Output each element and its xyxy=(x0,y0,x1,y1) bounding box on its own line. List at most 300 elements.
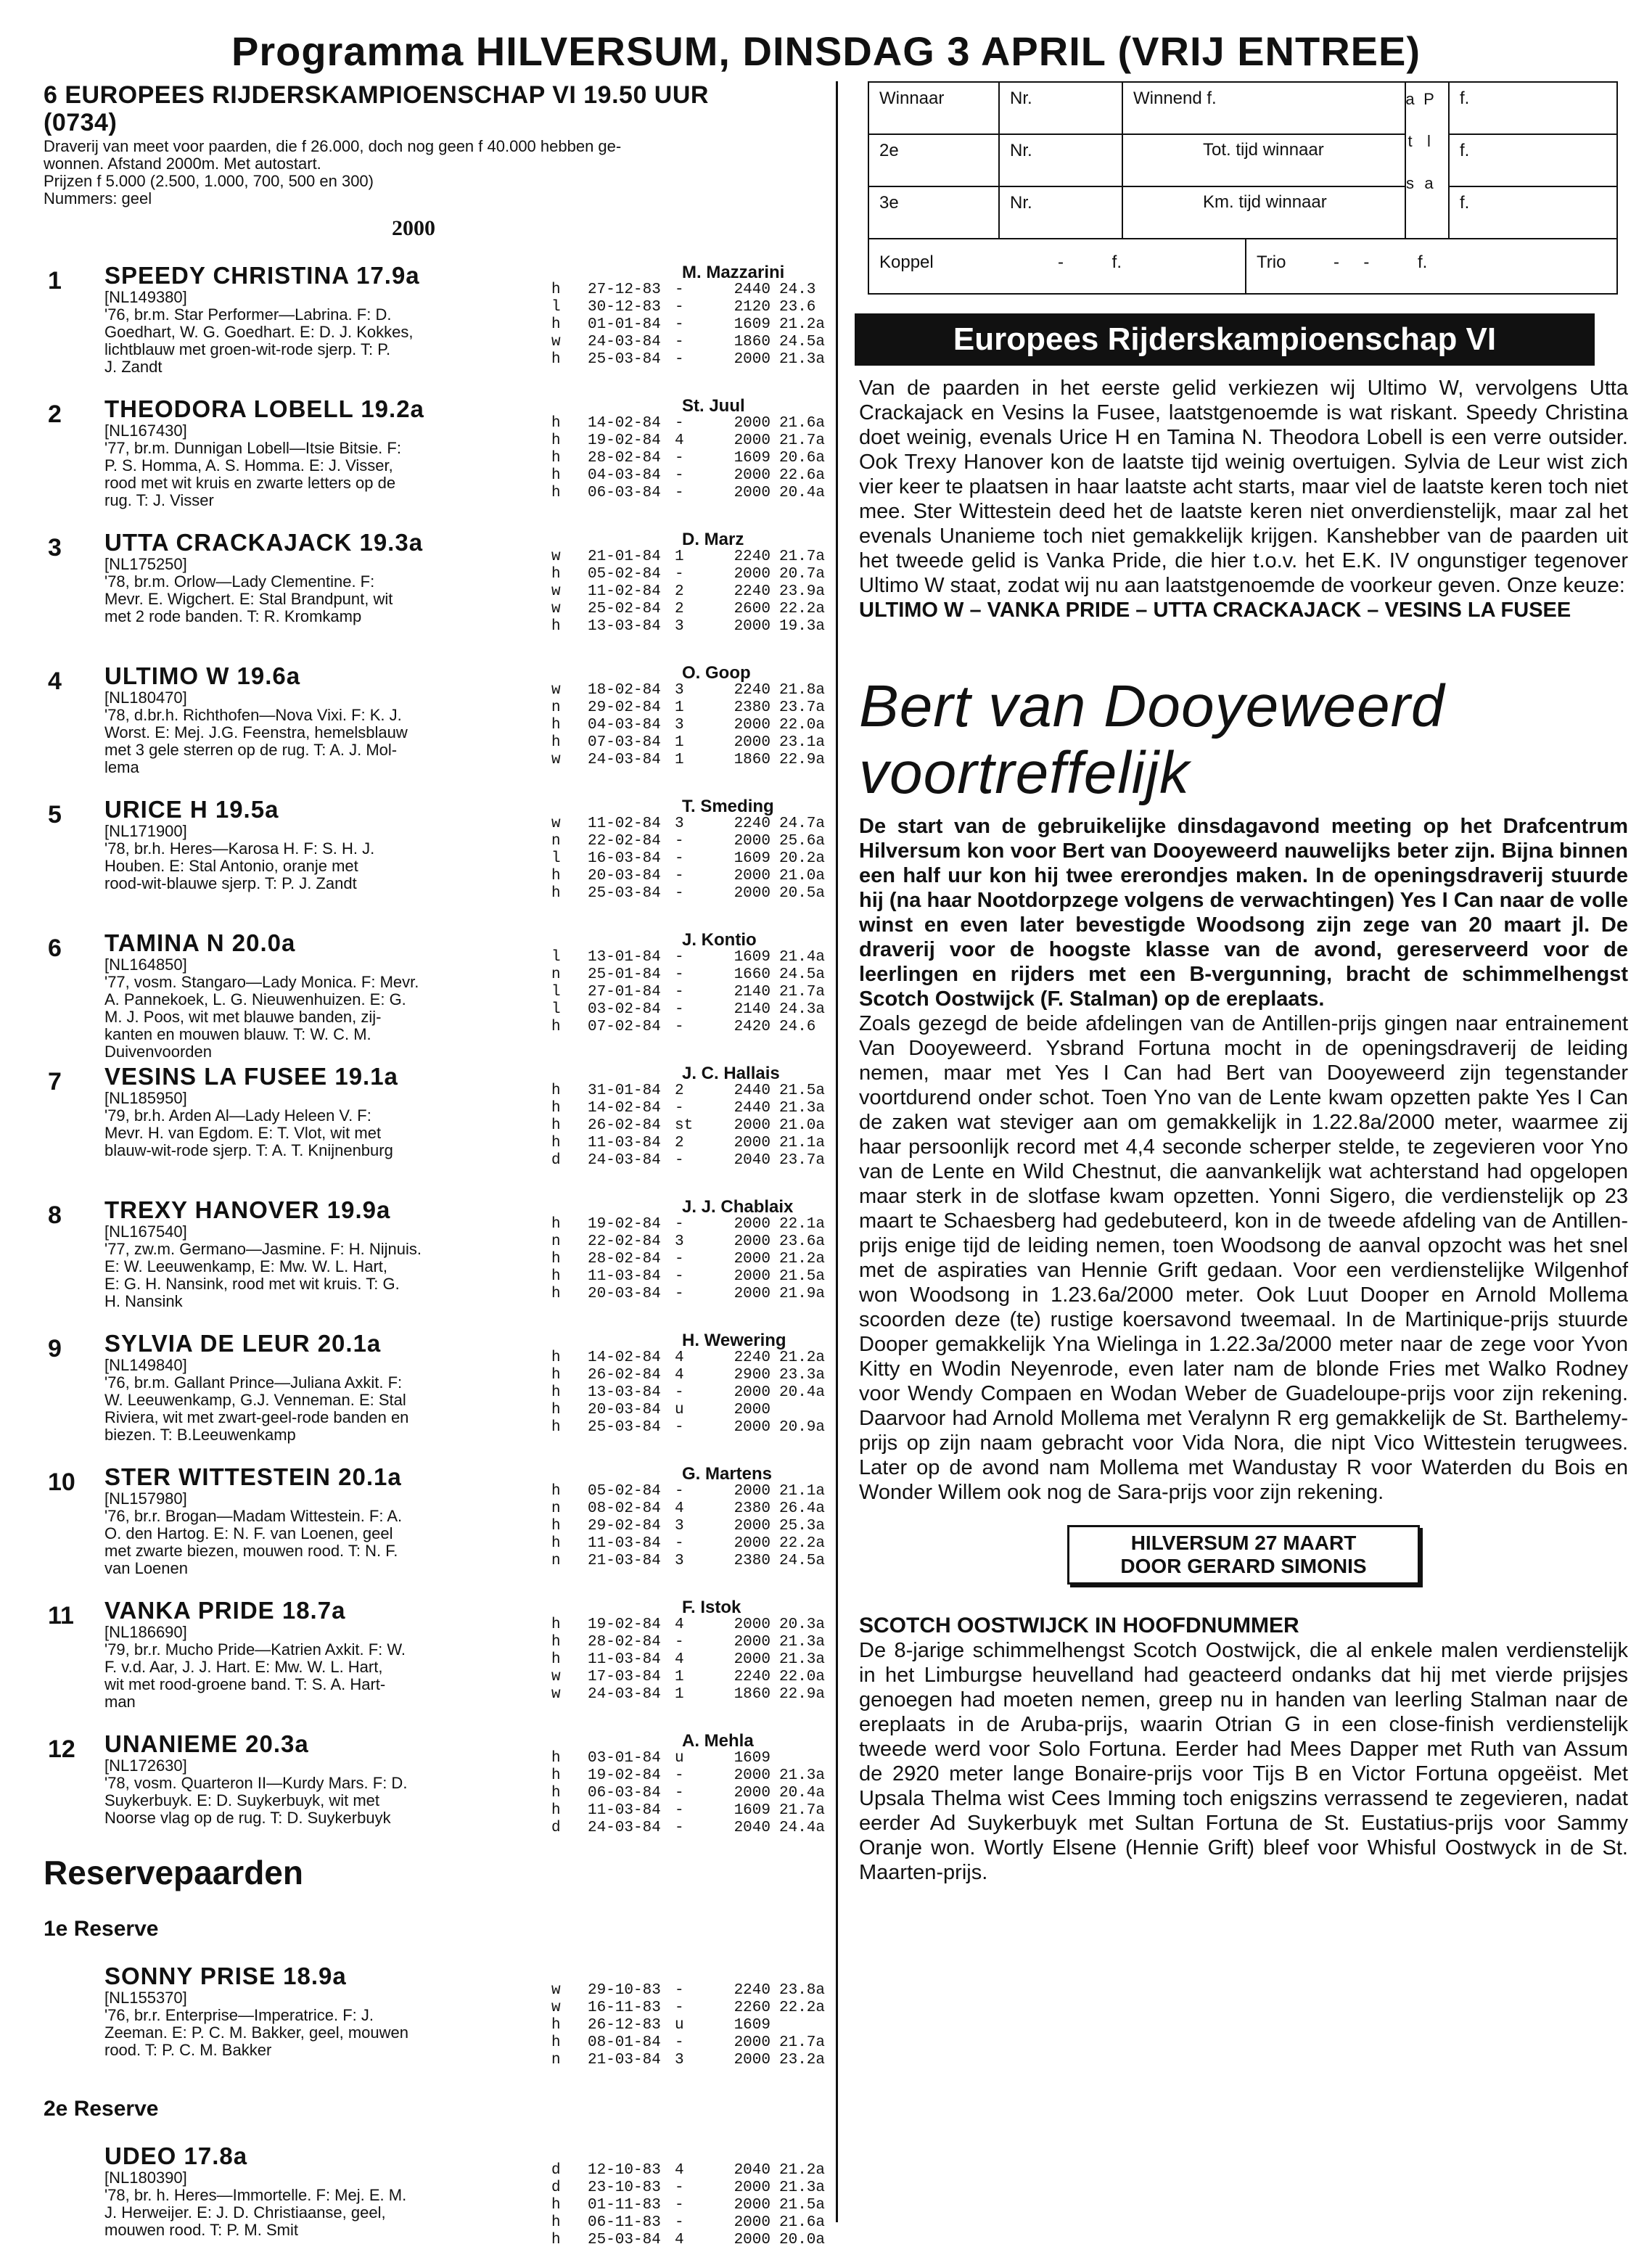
entry xyxy=(44,1963,827,2072)
description-line: Houben. E: Stal Antonio, oranje met xyxy=(104,857,358,875)
form-row xyxy=(551,2232,845,2249)
description-line: Noorse vlag op de rug. T: D. Suykerbuyk xyxy=(104,1809,391,1827)
description-line: '79, br.r. Mucho Pride—Katrien Axkit. F: W. xyxy=(104,1640,406,1659)
form-place: - xyxy=(675,450,684,467)
form-track: h xyxy=(551,1349,561,1366)
form-time: 21.5a xyxy=(779,1268,826,1285)
form-time: 21.3a xyxy=(779,1634,826,1651)
form-track: h xyxy=(551,1785,561,1801)
form-row xyxy=(551,351,845,369)
form-time: 21.5a xyxy=(779,2197,826,2214)
horse-name: TAMINA N 20.0a xyxy=(104,929,296,956)
form-distance: 2000 xyxy=(733,485,770,501)
form-time: 22.2a xyxy=(779,1535,826,1552)
form-time: 23.9a xyxy=(779,583,826,600)
horse-name: ULTIMO W 19.6a xyxy=(104,662,301,689)
form-table xyxy=(551,1982,845,2069)
form-track: h xyxy=(551,885,561,902)
form-date: 25-03-84 xyxy=(588,1419,661,1436)
form-place: 3 xyxy=(675,1233,684,1250)
form-date: 29-02-84 xyxy=(588,1518,661,1534)
form-date: 24-03-84 xyxy=(588,1686,661,1703)
form-distance: 2000 xyxy=(733,1518,770,1534)
form-track: h xyxy=(551,1384,561,1401)
form-date: 21-01-84 xyxy=(588,548,661,565)
form-date: 13-03-84 xyxy=(588,1384,661,1401)
description-line: van Loenen xyxy=(104,1559,188,1577)
form-date: 19-02-84 xyxy=(588,1616,661,1633)
form-date: 20-03-84 xyxy=(588,1286,661,1302)
form-place: 4 xyxy=(675,1349,684,1366)
nr-label: Nr. xyxy=(1000,187,1123,239)
form-row xyxy=(551,885,845,903)
plaats-label: P l a a t s xyxy=(1406,83,1450,239)
description-line: J. Herweijer. E: J. D. Christiaanse, geel, xyxy=(104,2203,386,2222)
form-date: 06-11-83 xyxy=(588,2214,661,2231)
form-track: d xyxy=(551,1820,561,1836)
form-time: 23.7a xyxy=(779,1152,826,1169)
horse-description xyxy=(104,1374,540,1444)
horse-name: VESINS LA FUSEE 19.1a xyxy=(104,1063,398,1090)
form-row xyxy=(551,282,845,299)
description-line: '78, d.br.h. Richthofen—Nova Vixi. F: K. J. xyxy=(104,706,402,724)
form-track: h xyxy=(551,717,561,733)
description-line: rood met wit kruis en zwarte letters op de xyxy=(104,474,396,492)
form-distance: 1609 xyxy=(733,850,770,867)
form-track: h xyxy=(551,450,561,467)
form-time: 20.9a xyxy=(779,1419,826,1436)
form-time: 25.3a xyxy=(779,1518,826,1534)
form-track: h xyxy=(551,1750,561,1767)
form-row xyxy=(551,316,845,334)
form-place: - xyxy=(675,1767,684,1784)
form-place: - xyxy=(675,1268,684,1285)
form-date: 14-02-84 xyxy=(588,415,661,432)
form-row xyxy=(551,850,845,868)
form-distance: 2000 xyxy=(733,2197,770,2214)
form-row xyxy=(551,1535,845,1553)
form-place: 3 xyxy=(675,1553,684,1569)
form-date: 30-12-83 xyxy=(588,299,661,316)
form-track: h xyxy=(551,734,561,751)
form-date: 06-03-84 xyxy=(588,1785,661,1801)
horse-registration: [NL149380] xyxy=(104,288,187,306)
form-row xyxy=(551,1982,845,2000)
form-time: 21.2a xyxy=(779,316,826,333)
description-line: Mevr. H. van Egdom. E: T. Vlot, wit met xyxy=(104,1124,382,1142)
form-track: w xyxy=(551,752,561,768)
form-track: h xyxy=(551,1251,561,1267)
form-time: 22.2a xyxy=(779,601,826,617)
form-distance: 1609 xyxy=(733,949,770,966)
description-line: Worst. E: Mej. J.G. Feenstra, hemelsblauw xyxy=(104,723,408,741)
form-date: 21-03-84 xyxy=(588,2052,661,2068)
form-track: h xyxy=(551,1082,561,1099)
form-date: 16-03-84 xyxy=(588,850,661,867)
form-date: 22-02-84 xyxy=(588,833,661,850)
form-distance: 2000 xyxy=(733,1634,770,1651)
form-row xyxy=(551,432,845,450)
description-line: blauw-wit-rode sjerp. T: A. T. Knijnenburg xyxy=(104,1141,393,1159)
form-time: 23.1a xyxy=(779,734,826,751)
form-distance: 2000 xyxy=(733,618,770,635)
plaats-f-1: f. xyxy=(1450,83,1616,135)
form-table xyxy=(551,548,845,636)
form-track: h xyxy=(551,1634,561,1651)
second-label: 2e xyxy=(869,135,1000,187)
horse-description xyxy=(104,707,540,776)
form-date: 01-11-83 xyxy=(588,2197,661,2214)
reserve-label: 2e Reserve xyxy=(44,2097,159,2121)
form-row xyxy=(551,1483,845,1500)
horse-description xyxy=(104,2187,540,2239)
description-line: '78, br.h. Heres—Karosa H. F: S. H. J. xyxy=(104,839,375,858)
form-place: 1 xyxy=(675,548,684,565)
winnaar-label: Winnaar xyxy=(869,83,1000,135)
form-track: h xyxy=(551,1402,561,1418)
horse-registration: [NL167430] xyxy=(104,422,187,440)
form-place: - xyxy=(675,485,684,501)
form-track: w xyxy=(551,583,561,600)
koppel-values: - f. xyxy=(1000,239,1246,293)
byline-place: HILVERSUM 27 MAART xyxy=(1130,1532,1357,1554)
form-track: h xyxy=(551,415,561,432)
form-track: l xyxy=(551,850,561,867)
entry-info xyxy=(104,263,540,376)
form-row xyxy=(551,1634,845,1651)
form-place: - xyxy=(675,282,684,298)
form-date: 17-03-84 xyxy=(588,1669,661,1685)
form-date: 08-01-84 xyxy=(588,2034,661,2051)
horse-name: THEODORA LOBELL 19.2a xyxy=(104,395,424,422)
form-distance: 2000 xyxy=(733,1767,770,1784)
form-date: 25-02-84 xyxy=(588,601,661,617)
form-row xyxy=(551,682,845,699)
form-track: h xyxy=(551,1802,561,1819)
form-track: n xyxy=(551,1500,561,1517)
form-place: - xyxy=(675,949,684,966)
form-track: h xyxy=(551,485,561,501)
form-place: 4 xyxy=(675,1367,684,1384)
form-place: 3 xyxy=(675,682,684,699)
form-date: 28-02-84 xyxy=(588,1251,661,1267)
form-time: 21.8a xyxy=(779,682,826,699)
form-distance: 1860 xyxy=(733,334,770,350)
reserve-title: Reservepaarden xyxy=(44,1854,303,1891)
form-time: 24.3a xyxy=(779,1001,826,1018)
form-track: w xyxy=(551,548,561,565)
form-row xyxy=(551,1268,845,1286)
form-track: d xyxy=(551,1152,561,1169)
form-distance: 2000 xyxy=(733,833,770,850)
form-place: 2 xyxy=(675,1082,684,1099)
form-time: 21.5a xyxy=(779,1082,826,1099)
form-date: 07-02-84 xyxy=(588,1019,661,1035)
description-line: Riviera, wit met zwart-geel-rode banden en xyxy=(104,1408,409,1426)
form-track: n xyxy=(551,699,561,716)
form-track: h xyxy=(551,2197,561,2214)
trio-values: - - f. xyxy=(1333,252,1428,272)
form-distance: 2040 xyxy=(733,1820,770,1836)
form-date: 11-03-84 xyxy=(588,1802,661,1819)
form-track: w xyxy=(551,1669,561,1685)
form-track: h xyxy=(551,1518,561,1534)
preview-picks: ULTIMO W – VANKA PRIDE – UTTA CRACKAJACK – VESINS LA FUSEE xyxy=(859,599,1571,622)
form-place: 4 xyxy=(675,1500,684,1517)
form-track: d xyxy=(551,2162,561,2179)
form-place: 3 xyxy=(675,717,684,733)
form-row xyxy=(551,299,845,316)
form-row xyxy=(551,1152,845,1170)
form-place: - xyxy=(675,1216,684,1233)
form-place: - xyxy=(675,1483,684,1500)
race-heading: 6 EUROPEES RIJDERSKAMPIOENSCHAP VI 19.50 UUR xyxy=(44,81,709,109)
form-time: 22.9a xyxy=(779,752,826,768)
form-table xyxy=(551,949,845,1036)
form-distance: 2440 xyxy=(733,1100,770,1117)
form-place: 3 xyxy=(675,1518,684,1534)
driver-name: O. Goop xyxy=(682,663,751,683)
form-distance: 1609 xyxy=(733,1802,770,1819)
horse-description xyxy=(104,2007,540,2059)
form-distance: 1609 xyxy=(733,450,770,467)
form-date: 11-03-84 xyxy=(588,1268,661,1285)
form-time: 24.5a xyxy=(779,1553,826,1569)
reserve-label: 1e Reserve xyxy=(44,1917,159,1941)
entry-number: 10 xyxy=(48,1468,75,1496)
form-time: 21.9a xyxy=(779,1286,826,1302)
form-distance: 2000 xyxy=(733,2034,770,2051)
horse-description xyxy=(104,306,540,376)
form-date: 21-03-84 xyxy=(588,1553,661,1569)
form-row xyxy=(551,2000,845,2017)
form-time: 21.6a xyxy=(779,415,826,432)
race-condition-line: Nummers: geel xyxy=(44,189,152,207)
form-distance: 2000 xyxy=(733,1216,770,1233)
form-date: 26-02-84 xyxy=(588,1367,661,1384)
form-time: 20.3a xyxy=(779,1616,826,1633)
form-place: - xyxy=(675,833,684,850)
form-date: 26-02-84 xyxy=(588,1117,661,1134)
form-date: 25-03-84 xyxy=(588,2232,661,2248)
race-condition-line: wonnen. Afstand 2000m. Met autostart. xyxy=(44,155,321,173)
form-date: 24-03-84 xyxy=(588,334,661,350)
form-track: h xyxy=(551,1019,561,1035)
form-table xyxy=(551,1082,845,1170)
horse-registration: [NL167540] xyxy=(104,1222,187,1241)
form-row xyxy=(551,618,845,636)
form-time: 21.2a xyxy=(779,1349,826,1366)
horse-name: SPEEDY CHRISTINA 17.9a xyxy=(104,262,420,289)
entry xyxy=(44,2143,827,2252)
article-column xyxy=(859,81,1628,1885)
form-table xyxy=(551,2162,845,2249)
form-table xyxy=(551,1349,845,1437)
form-row xyxy=(551,2034,845,2052)
form-place: 3 xyxy=(675,618,684,635)
form-date: 22-02-84 xyxy=(588,1233,661,1250)
form-distance: 1609 xyxy=(733,2017,770,2034)
form-date: 28-02-84 xyxy=(588,1634,661,1651)
entry xyxy=(44,646,827,779)
entry-list xyxy=(44,245,827,1847)
description-line: rood. T: P. C. M. Bakker xyxy=(104,2041,272,2059)
description-line: '78, vosm. Quarteron II—Kurdy Mars. F: D. xyxy=(104,1774,408,1792)
form-place: 2 xyxy=(675,1135,684,1151)
entry-info xyxy=(104,530,540,625)
form-date: 08-02-84 xyxy=(588,1500,661,1517)
driver-name: J. J. Chablaix xyxy=(682,1197,794,1217)
form-distance: 1860 xyxy=(733,1686,770,1703)
form-place: - xyxy=(675,467,684,484)
form-place: st xyxy=(675,1117,694,1134)
description-line: F. v.d. Aar, J. J. Hart. E: Mw. W. L. Hart, xyxy=(104,1658,383,1676)
form-row xyxy=(551,1750,845,1767)
form-date: 23-10-83 xyxy=(588,2179,661,2196)
horse-name: UDEO 17.8a xyxy=(104,2142,248,2169)
form-row xyxy=(551,734,845,752)
form-time: 20.7a xyxy=(779,566,826,583)
form-row xyxy=(551,1233,845,1251)
form-row xyxy=(551,2162,845,2179)
form-time: 21.2a xyxy=(779,1251,826,1267)
description-line: man xyxy=(104,1693,136,1711)
form-distance: 2000 xyxy=(733,1785,770,1801)
form-place: - xyxy=(675,1001,684,1018)
form-distance: 2000 xyxy=(733,566,770,583)
entry-number: 2 xyxy=(48,400,62,428)
form-date: 14-02-84 xyxy=(588,1349,661,1366)
description-line: '76, br.r. Brogan—Madam Wittestein. F: A. xyxy=(104,1507,403,1525)
form-row xyxy=(551,1384,845,1402)
form-time: 19.3a xyxy=(779,618,826,635)
entry-info xyxy=(104,2143,540,2239)
form-track: h xyxy=(551,467,561,484)
form-distance: 2000 xyxy=(733,717,770,733)
tot-tijd-label: Tot. tijd winnaar xyxy=(1123,135,1406,187)
description-line: wit met rood-groene band. T: S. A. Hart- xyxy=(104,1675,386,1693)
entry-number: 6 xyxy=(48,934,62,962)
entry xyxy=(44,245,827,379)
form-distance: 2140 xyxy=(733,984,770,1000)
form-date: 11-02-84 xyxy=(588,815,661,832)
entry xyxy=(44,913,827,1061)
trio-label: Trio xyxy=(1257,252,1286,272)
form-row xyxy=(551,2017,845,2034)
form-distance: 2000 xyxy=(733,1135,770,1151)
form-row xyxy=(551,2214,845,2232)
nr-label: Nr. xyxy=(1000,135,1123,187)
form-distance: 2000 xyxy=(733,1616,770,1633)
entry xyxy=(44,512,827,646)
entry xyxy=(44,1580,827,1714)
entry-info xyxy=(104,1464,540,1577)
form-time: 23.2a xyxy=(779,2052,826,2068)
horse-registration: [NL172630] xyxy=(104,1756,187,1775)
form-distance: 2000 xyxy=(733,734,770,751)
form-place: 3 xyxy=(675,815,684,832)
form-distance: 2380 xyxy=(733,1500,770,1517)
plaats-f-3: f. xyxy=(1450,187,1616,239)
form-place: - xyxy=(675,1384,684,1401)
entry xyxy=(44,1447,827,1580)
form-distance: 2000 xyxy=(733,1251,770,1267)
form-place: - xyxy=(675,885,684,902)
entry-info xyxy=(104,1064,540,1159)
description-line: '76, br.m. Gallant Prince—Juliana Axkit. F: xyxy=(104,1373,403,1392)
form-date: 20-03-84 xyxy=(588,868,661,884)
form-distance: 2000 xyxy=(733,351,770,368)
preview-text: Van de paarden in het eerste gelid verkiezen wij Ultimo W, vervolgens Utta Crackajack en Vesins la Fusee, laatstgenoemde is wat riskant. Speedy Christina doet weinig, evenals Urice H en Tamina N. Theodora Lobell is een verre outsider. Ook Trexy Hanover kon de laatste tijd weinig overtuigen. Sylvia de Leur wist zich vier keer te plaatsen in haar laatste acht starts, maar viel de laatste keren toch niet mee. Ster Wittestein deed het de laatste keren niet onverdienstelijk, maar zal het evenals Unanieme toch niet gemakkelijk krijgen. Kanshebber van de paarden uit het tweede gelid is Vanka Pride, die hier t.o.v. het E.K. IV ongunstiger tegenover Ultimo W staat, zodat wij nu aan laatstgenoemde de voorkeur geven. Onze keuze: xyxy=(859,377,1628,597)
form-table xyxy=(551,415,845,502)
description-line: lichtblauw met groen-wit-rode sjerp. T: P. xyxy=(104,340,391,358)
form-date: 13-01-84 xyxy=(588,949,661,966)
form-place: - xyxy=(675,1019,684,1035)
form-time: 23.3a xyxy=(779,1367,826,1384)
description-line: W. Leeuwenkamp, G.J. Venneman. E: Stal xyxy=(104,1391,406,1409)
koppel-label: Koppel xyxy=(879,252,934,272)
form-row xyxy=(551,1135,845,1152)
form-date: 06-03-84 xyxy=(588,485,661,501)
form-distance: 2000 xyxy=(733,1286,770,1302)
entry-info xyxy=(104,1197,540,1310)
form-time: 21.7a xyxy=(779,432,826,449)
form-track: h xyxy=(551,282,561,298)
form-distance: 2000 xyxy=(733,1651,770,1668)
form-date: 18-02-84 xyxy=(588,682,661,699)
horse-description xyxy=(104,1775,540,1827)
horse-registration: [NL155370] xyxy=(104,1989,187,2007)
form-distance: 2000 xyxy=(733,1384,770,1401)
form-place: - xyxy=(675,1286,684,1302)
form-track: h xyxy=(551,2214,561,2231)
sub-heading: SCOTCH OOSTWIJCK IN HOOFDNUMMER xyxy=(859,1614,1299,1637)
form-distance: 2600 xyxy=(733,601,770,617)
form-distance: 2240 xyxy=(733,1349,770,1366)
form-distance: 2140 xyxy=(733,1001,770,1018)
form-row xyxy=(551,815,845,833)
form-time: 26.4a xyxy=(779,1500,826,1517)
form-time: 21.3a xyxy=(779,351,826,368)
form-row xyxy=(551,1367,845,1384)
horse-registration: [NL164850] xyxy=(104,956,187,974)
nr-label: Nr. xyxy=(1000,83,1123,135)
horse-name: SONNY PRISE 18.9a xyxy=(104,1963,347,1989)
form-distance: 1609 xyxy=(733,1750,770,1767)
horse-registration: [NL157980] xyxy=(104,1489,187,1508)
form-distance: 2240 xyxy=(733,682,770,699)
description-line: '79, br.h. Arden Al—Lady Heleen V. F: xyxy=(104,1106,371,1125)
entry-info xyxy=(104,1963,540,2059)
form-distance: 1660 xyxy=(733,966,770,983)
form-place: - xyxy=(675,351,684,368)
driver-name: F. Istok xyxy=(682,1598,741,1617)
form-track: h xyxy=(551,1651,561,1668)
form-date: 03-01-84 xyxy=(588,1750,661,1767)
entry-number: 11 xyxy=(48,1602,74,1630)
form-time: 21.0a xyxy=(779,868,826,884)
horse-name: URICE H 19.5a xyxy=(104,796,279,823)
form-distance: 2440 xyxy=(733,282,770,298)
form-time: 25.6a xyxy=(779,833,826,850)
form-track: w xyxy=(551,1982,561,1999)
form-row xyxy=(551,1251,845,1268)
entry xyxy=(44,1046,827,1180)
form-date: 25-01-84 xyxy=(588,966,661,983)
form-place: - xyxy=(675,1251,684,1267)
form-time: 22.0a xyxy=(779,717,826,733)
description-line: J. Zandt xyxy=(104,358,163,376)
